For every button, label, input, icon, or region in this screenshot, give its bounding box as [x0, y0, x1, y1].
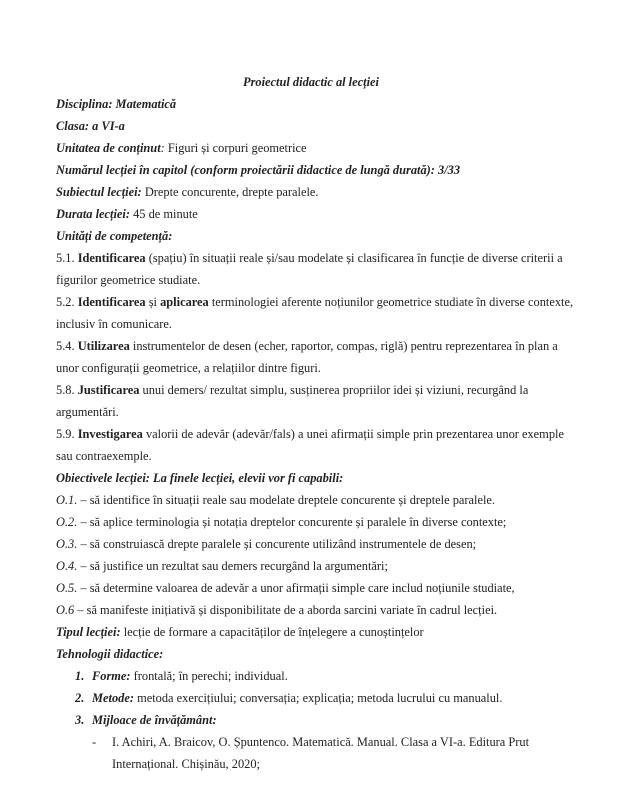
- competence-text: .: [71, 295, 78, 309]
- class-field: Clasa: a VI-a: [56, 119, 125, 133]
- duration-value: 45 de minute: [133, 207, 198, 221]
- competence-keyword: Identificarea: [77, 251, 146, 265]
- objective-item: [56, 577, 576, 599]
- technology-label: Mijloace de învățământ:: [92, 713, 217, 727]
- competence-number: 5.8: [56, 383, 72, 397]
- competence-keyword: Utilizarea: [77, 339, 130, 353]
- duration-label: Durata lecției:: [56, 207, 130, 221]
- objective-code: O.2.: [56, 515, 78, 529]
- competence-number: 5.1: [56, 251, 72, 265]
- technologies-heading: Tehnologii didactice:: [56, 647, 164, 661]
- objective-code: O.5.: [56, 581, 78, 595]
- objectives-heading: Obiectivele lecției: La finele lecției, elevii vor fi capabili:: [56, 471, 344, 485]
- competence-item: [56, 335, 576, 379]
- competence-item: [56, 291, 576, 335]
- objective-text: – să determine valoarea de adevăr a unor afirmații simple care includ noțiunile studiate,: [77, 581, 515, 595]
- competence-text: și: [145, 295, 161, 309]
- objective-text: – să identifice în situații reale sau modelate dreptele concurente și dreptele paralele.: [77, 493, 495, 507]
- resource-bullet: -: [92, 735, 97, 749]
- unit-colon: :: [160, 141, 168, 155]
- unit-label: Unitatea de conținut: [56, 141, 161, 155]
- subject-label: Subiectul lecției:: [56, 185, 142, 199]
- competence-text: .: [71, 339, 78, 353]
- technology-value: frontală; în perechi; individual.: [130, 669, 288, 683]
- objective-item: [56, 555, 576, 577]
- objective-item: [56, 599, 576, 621]
- competence-keyword: Investigarea: [77, 427, 143, 441]
- technology-item: [56, 709, 576, 731]
- competence-text: unui demers/ rezultat simplu, susținerea propriilor idei și viziuni, recurgând la argumentări.: [56, 383, 529, 419]
- resource-item: [56, 731, 576, 775]
- lesson-type-value: lecție de formare a capacităților de înțelegere a cunoștințelor: [123, 625, 424, 639]
- objective-item: [56, 511, 576, 533]
- competence-keyword: aplicarea: [160, 295, 209, 309]
- unit-field: [56, 137, 576, 159]
- competences-heading: Unități de competență:: [56, 229, 173, 243]
- objective-text: – să construiască drepte paralele și concurente utilizând instrumentele de desen;: [77, 537, 477, 551]
- objectives-list: [56, 489, 576, 621]
- objective-code: O.6: [56, 603, 75, 617]
- lesson-type-label: Tipul lecției:: [56, 625, 121, 639]
- technology-number: 2.: [75, 691, 85, 705]
- technology-number: 1.: [75, 669, 85, 683]
- objective-item: [56, 489, 576, 511]
- competence-number: 5.2: [56, 295, 72, 309]
- discipline-field: Disciplina: Matematică: [56, 97, 177, 111]
- competence-number: 5.9: [56, 427, 72, 441]
- competence-item: [56, 247, 576, 291]
- objective-text: – să aplice terminologia și notația dreptelor concurente și paralele în diverse contexte;: [77, 515, 507, 529]
- lesson-type-field: [56, 621, 576, 643]
- competence-text: .: [71, 251, 78, 265]
- competence-item: [56, 423, 576, 467]
- competence-keyword: Identificarea: [77, 295, 146, 309]
- document-page: [56, 71, 576, 775]
- subject-field: [56, 181, 576, 203]
- competence-number: 5.4: [56, 339, 72, 353]
- competence-text: .: [71, 383, 78, 397]
- technology-value: metoda exercițiului; conversația; explicația; metoda lucrului cu manualul.: [133, 691, 503, 705]
- technology-number: 3.: [75, 713, 85, 727]
- competence-text: valorii de adevăr (adevăr/fals) a unei afirmații simple prin prezentarea unor exemple sau contraexemple.: [56, 427, 564, 463]
- competence-keyword: Justificarea: [77, 383, 140, 397]
- competence-text: instrumentelor de desen (echer, raportor, compas, riglă) pentru reprezentarea în plan a unor configurații geometrice, a relațiilor dintre figuri.: [56, 339, 558, 375]
- technology-label: Forme:: [92, 669, 131, 683]
- competence-item: [56, 379, 576, 423]
- objective-text: – să manifeste inițiativă și disponibilitate de a aborda sarcini variate în cadrul lecției.: [74, 603, 498, 617]
- resources-list: [56, 731, 576, 775]
- technology-item: [56, 665, 576, 687]
- objective-text: – să justifice un rezultat sau demers recurgând la argumentări;: [77, 559, 388, 573]
- lesson-number-field: Numărul lecției în capitol (conform proiectării didactice de lungă durată): 3/33: [56, 163, 461, 177]
- objective-code: O.4.: [56, 559, 78, 573]
- competence-text: terminologiei aferente noțiunilor geometrice studiate în diverse contexte, inclusiv în comunicare.: [56, 295, 574, 331]
- competences-list: [56, 247, 576, 467]
- objective-code: O.3.: [56, 537, 78, 551]
- objective-item: [56, 533, 576, 555]
- subject-value: Drepte concurente, drepte paralele.: [144, 185, 319, 199]
- technology-item: [56, 687, 576, 709]
- technology-label: Metode:: [92, 691, 134, 705]
- competence-text: (spațiu) în situații reale și/sau modelate și clasificarea în funcție de diverse criterii a figurilor geometrice studiate.: [56, 251, 563, 287]
- resource-text-line: I. Achiri, A. Braicov, O. Șpuntenco. Matematică. Manual. Clasa a VI-a. Editura Prut: [112, 735, 530, 749]
- resource-text-line: Internațional. Chișinău, 2020;: [112, 757, 260, 771]
- duration-field: [56, 203, 576, 225]
- document-title: Proiectul didactic al lecției: [243, 75, 379, 89]
- objective-code: O.1.: [56, 493, 78, 507]
- competence-text: .: [71, 427, 78, 441]
- unit-value: Figuri și corpuri geometrice: [167, 141, 307, 155]
- technologies-list: [56, 665, 576, 731]
